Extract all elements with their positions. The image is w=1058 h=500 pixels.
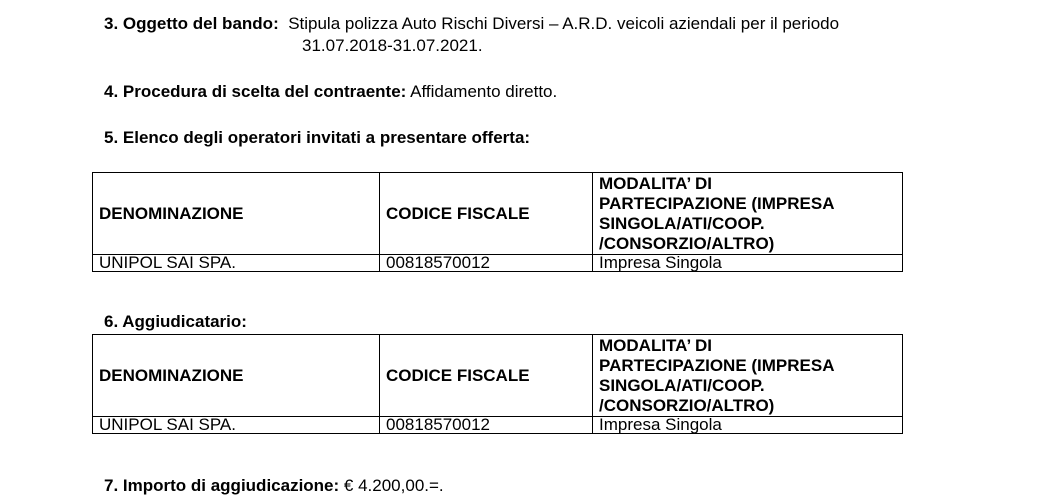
header-denominazione: DENOMINAZIONE — [93, 173, 380, 255]
operators-table-header-row — [93, 173, 903, 255]
awardee-table-header-row — [93, 335, 903, 417]
section-4-label: 4. Procedura di scelta del contraente: — [104, 82, 407, 101]
section-6-label: 6. Aggiudicatario: — [104, 312, 247, 331]
section-7-line — [104, 476, 444, 496]
cell-denominazione: UNIPOL SAI SPA. — [93, 255, 380, 272]
section-3-line-1 — [104, 14, 839, 34]
header-modalita — [593, 173, 903, 255]
header-codice-fiscale: CODICE FISCALE — [380, 335, 593, 417]
cell-modalita: Impresa Singola — [593, 417, 903, 434]
section-5-label: 5. Elenco degli operatori invitati a presentare offerta: — [104, 128, 531, 147]
section-4-text: Affidamento diretto. — [410, 82, 558, 101]
table-row — [93, 255, 903, 272]
header-modalita-line: /CONSORZIO/ALTRO) — [599, 234, 775, 253]
section-7-label: 7. Importo di aggiudicazione: — [104, 476, 340, 495]
section-3-text-line-2: 31.07.2018-31.07.2021. — [302, 36, 483, 55]
header-modalita-line: SINGOLA/ATI/COOP. — [599, 214, 765, 233]
table-row — [93, 417, 903, 434]
cell-codice-fiscale: 00818570012 — [380, 417, 593, 434]
section-4-line — [104, 82, 557, 102]
cell-modalita: Impresa Singola — [593, 255, 903, 272]
header-modalita-line: MODALITA’ DI — [599, 174, 713, 193]
header-modalita-line: SINGOLA/ATI/COOP. — [599, 376, 765, 395]
operators-table — [92, 172, 903, 272]
header-denominazione: DENOMINAZIONE — [93, 335, 380, 417]
header-modalita-line: PARTECIPAZIONE (IMPRESA — [599, 194, 835, 213]
section-3-text-line-1: Stipula polizza Auto Rischi Diversi – A.R.D. veicoli aziendali per il periodo — [288, 14, 840, 33]
section-7-text: € 4.200,00.=. — [343, 476, 444, 495]
header-modalita — [593, 335, 903, 417]
header-modalita-line: MODALITA’ DI — [599, 336, 713, 355]
awardee-table — [92, 334, 903, 434]
section-3-label: 3. Oggetto del bando — [104, 14, 274, 33]
header-modalita-line: PARTECIPAZIONE (IMPRESA — [599, 356, 835, 375]
header-codice-fiscale: CODICE FISCALE — [380, 173, 593, 255]
section-3-colon: : — [273, 14, 279, 33]
header-modalita-line: /CONSORZIO/ALTRO) — [599, 396, 775, 415]
cell-denominazione: UNIPOL SAI SPA. — [93, 417, 380, 434]
cell-codice-fiscale: 00818570012 — [380, 255, 593, 272]
